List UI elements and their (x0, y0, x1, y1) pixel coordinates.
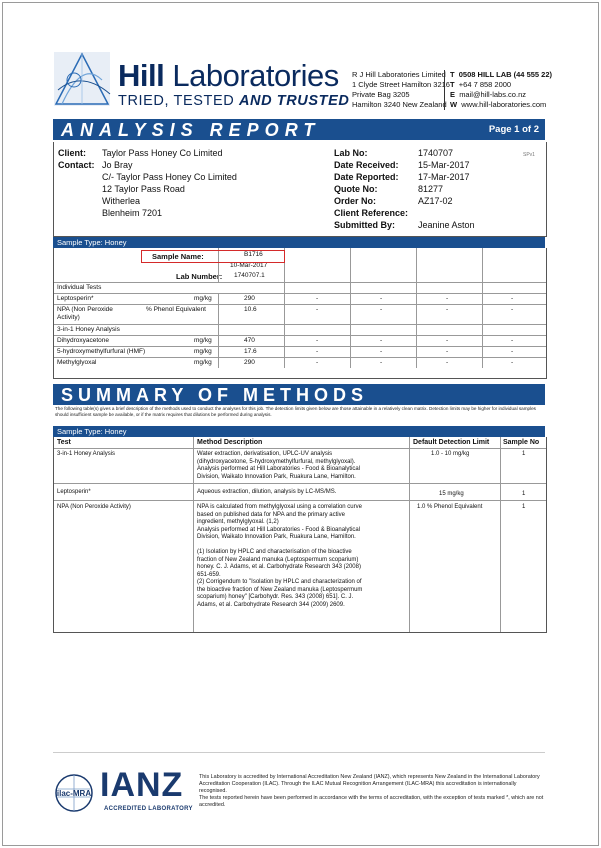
lab-contact: T 0508 HILL LAB (44 555 22) T +64 7 858 2000 E mail@hill-labs.co.nz W www.hill-laboratories.com (444, 70, 552, 110)
result-row-leptosperin: Leptosperin* mg/kg 290 - - - - (54, 293, 546, 304)
sample-name-highlight (141, 250, 285, 263)
sample-name-label: Sample Name: (152, 252, 204, 261)
contact-line: 12 Taylor Pass Road (102, 184, 185, 194)
hill-labs-logo-icon (52, 50, 112, 108)
result-row-hmf: 5-hydroxymethylfurfural (HMF) mg/kg 17.6 - - - - (54, 346, 546, 357)
brand-tagline: TRIED, TESTED AND TRUSTED (118, 93, 350, 109)
sample-results-table (53, 248, 547, 379)
lab-number-label: Lab Number: (176, 272, 223, 281)
contact-line: Blenheim 7201 (102, 208, 163, 218)
submitted-by-value: Jeanine Aston (418, 220, 475, 230)
brand-name: Hill Laboratories (118, 58, 339, 93)
ianz-logo: IANZ (100, 766, 184, 804)
order-no-label: Order No: (334, 196, 377, 206)
report-title: ANALYSIS REPORT (61, 120, 321, 140)
date-received-value: 15-Mar-2017 (418, 160, 470, 170)
contact-line: Jo Bray (102, 160, 133, 170)
methods-sample-type-bar: Sample Type: Honey (53, 426, 545, 437)
methods-header-row: Test Method Description Default Detection Limit Sample No (54, 437, 546, 449)
lab-no-label: Lab No: (334, 148, 368, 158)
lab-address: R J Hill Laboratories Limited 1 Clyde Street Hamilton 3216 Private Bag 3205 Hamilton 3240 New Zealand (352, 70, 450, 109)
client-value: Taylor Pass Honey Co Limited (102, 148, 223, 158)
contact-line: C/- Taylor Pass Honey Co Limited (102, 172, 237, 182)
lab-number-value: 1740707.1 (234, 272, 265, 279)
submitted-by-label: Submitted By: (334, 220, 396, 230)
sample-type-bar: Sample Type: Honey (53, 237, 545, 248)
client-details (53, 142, 547, 237)
methods-table: Test Method Description Default Detection Limit Sample No 3-in-1 Honey Analysis Water extraction, derivatisation, UPLC-UV analysis (dihydroxyacetone, 5-hydroxymethylfurfural, methylglyoxal). Analysis performed at Hill Laboratories - Food & Bioanalytical Division, Waikato Innovation Park, Ruakura Lane, Hamilton. 1.0 - 10 mg/kg 1 Leptosperin* Aqueous extraction, dilution, analysis by LC-MS/MS. 15 mg/kg 1 NPA (Non Peroxide Activity) NPA is calculated from methylglyoxal using a correlation curve based on published data for NPA and the primary active ingredient, methylglyoxal. (1,2) Analysis performed at Hill Laboratories - Food & Bioanalytical Division, Waikato Innovation Park, Ruakura Lane, Hamilton. (1) Isolation by HPLC and characterisation of the bioactive fraction of New Zealand manuka (Leptospermum scoparium) honey. C. J. Adams, et al. Carbohydrate Research 343 (2008) 651-659. (2) Corrigendum to "Isolation by HPLC and characterization of the bioactive fraction of New Zealand manuka (Leptospermum scoparium) honey" [Carbohydr. Res. 343 (2008) 651]. C. J. Adams, et al. Carbohydrate Research 344 (2009) 2609. 1.0 % Phenol Equivalent 1 (53, 437, 547, 633)
sample-name-value: B1716 (244, 251, 263, 258)
date-received-label: Date Received: (334, 160, 399, 170)
methods-title: SUMMARY OF METHODS (61, 385, 369, 405)
contact-line: Witherlea (102, 196, 141, 206)
methods-note: The following table(s) gives a brief description of the methods used to conduct the analyses for this job. The detection limits given below are those attainable in a relatively clean matrix. Detection limits may be higher for individual samples should insufficient sample be available, or if the matrix requires that dilutions be performed during analysis. (55, 406, 536, 417)
contact-label: Contact: (58, 160, 95, 170)
result-row-mgo: Methylglyoxal mg/kg 290 - - - - (54, 357, 546, 368)
spv-code: SPv1 (523, 152, 535, 158)
order-no-value: AZ17-02 (418, 196, 453, 206)
section-row-individual: Individual Tests (54, 282, 546, 293)
result-row-npa: NPA (Non Peroxide Activity) % Phenol Equivalent 10.6 - - - - (54, 304, 546, 324)
analysis-report-banner (53, 119, 545, 140)
lab-no-value: 1740707 (418, 148, 454, 158)
date-reported-label: Date Reported: (334, 172, 399, 182)
quote-no-value: 81277 (418, 184, 444, 194)
svg-text:ilac-MRA: ilac-MRA (56, 789, 92, 798)
client-reference-label: Client Reference: (334, 208, 409, 218)
accreditation-statement: This Laboratory is accredited by International Accreditation New Zealand (IANZ), which represents New Zealand in the International Laboratory Accreditation Cooperation (ILAC). Through the ILAC Mutual Recognition Arrangement (ILAC-MRA) this accreditation is internationally recognised. The tests reported herein have been performed in accordance with the terms of accreditation, with the exception of tests marked *, which are not accredited. (199, 774, 544, 808)
accredited-laboratory-label: ACCREDITED LABORATORY (104, 806, 193, 812)
section-row-honey: 3-in-1 Honey Analysis (54, 324, 546, 335)
ilac-mra-logo-icon (54, 773, 94, 813)
sample-date-value: 10-Mar-2017 (230, 262, 268, 269)
summary-methods-banner (53, 384, 545, 405)
date-reported-value: 17-Mar-2017 (418, 172, 470, 182)
quote-no-label: Quote No: (334, 184, 378, 194)
result-row-dha: Dihydroxyacetone mg/kg 470 - - - - (54, 335, 546, 346)
client-label: Client: (58, 148, 86, 158)
page-indicator: Page 1 of 2 (488, 124, 539, 135)
